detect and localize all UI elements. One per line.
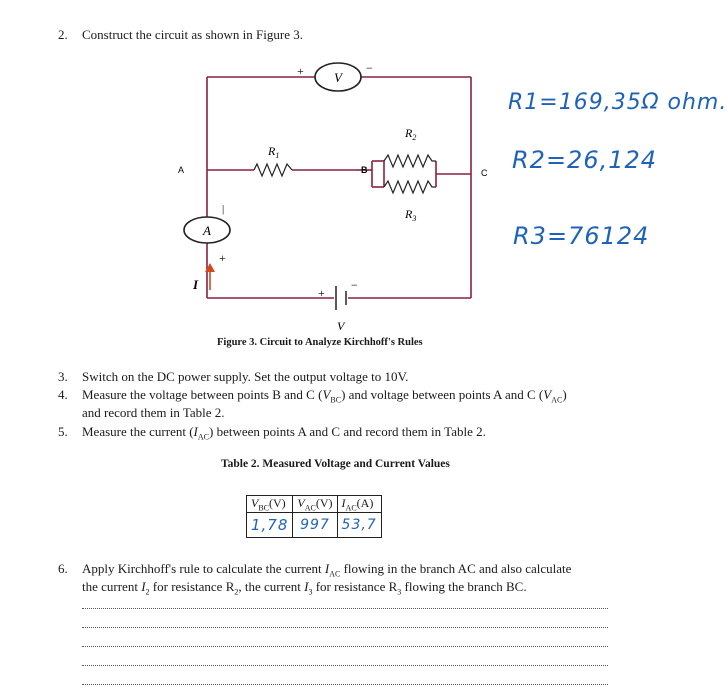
answer-line-1[interactable] xyxy=(82,608,608,609)
resistor-r3 xyxy=(384,181,436,193)
handwritten-r2: R2=26,124 xyxy=(512,146,658,174)
r2-label: $R_2$ xyxy=(405,126,417,142)
node-b-label: B xyxy=(361,165,368,175)
step-number: 6. xyxy=(58,561,68,576)
node-c-label: C xyxy=(481,168,488,178)
resistor-r1 xyxy=(254,164,292,176)
source-label: V xyxy=(337,319,345,333)
resistor-r2 xyxy=(384,155,436,167)
battery-symbol xyxy=(336,286,346,310)
ammeter-label: A xyxy=(203,223,211,238)
step-number: 4. xyxy=(58,387,68,402)
voltmeter-label: V xyxy=(334,70,342,85)
table-value-row xyxy=(247,513,382,538)
step-number: 5. xyxy=(58,424,68,439)
answer-line-3[interactable] xyxy=(82,646,608,647)
step-text: Construct the circuit as shown in Figure 3. xyxy=(82,27,303,42)
value-vac: 997 xyxy=(293,513,337,538)
voltmeter-minus: − xyxy=(366,61,373,75)
battery-minus: − xyxy=(351,278,358,292)
header-iac: $I_{AC}(A)$ xyxy=(337,496,381,513)
step-text-line-2: and record them in Table 2. xyxy=(82,405,225,420)
voltmeter-plus: + xyxy=(297,64,304,78)
step-text-line-1: Apply Kirchhoff's rule to calculate the current $I_{AC}$ flowing in the branch AC and also calculate xyxy=(82,561,572,579)
measurement-table xyxy=(246,495,382,538)
value-vbc: 1,78 xyxy=(247,513,293,538)
circuit-diagram xyxy=(150,55,490,355)
step-2 xyxy=(58,27,458,43)
step-text: Switch on the DC power supply. Set the output voltage to 10V. xyxy=(82,369,409,384)
handwritten-r1: R1=169,35Ω ohm. xyxy=(508,90,727,115)
header-vbc: $V_{BC}(V)$ xyxy=(247,496,293,513)
r1-label: $R_1$ xyxy=(268,144,280,160)
step-number: 3. xyxy=(58,369,68,384)
r3-label: $R_3$ xyxy=(405,207,417,223)
ammeter-minus: | xyxy=(222,203,225,215)
answer-line-4[interactable] xyxy=(82,665,608,666)
step-text-line-2: the current $I_2$ for resistance $R_2$, the current $I_3$ for resistance $R_3$ flowing the branch BC. xyxy=(82,579,527,597)
handwritten-r3: R3=76124 xyxy=(513,222,650,250)
step-number: 2. xyxy=(58,27,68,42)
figure-caption: Figure 3. Circuit to Analyze Kirchhoff's Rules xyxy=(217,337,423,348)
value-iac: 53,7 xyxy=(337,513,381,538)
header-vac: $V_{AC}(V)$ xyxy=(293,496,337,513)
battery-plus: + xyxy=(318,286,325,300)
table-title: Table 2. Measured Voltage and Current Values xyxy=(221,458,450,470)
node-a-label: A xyxy=(178,165,185,175)
table-header-row xyxy=(247,496,382,513)
step-text: Measure the current $(I_{AC})$ between points A and C and record them in Table 2. xyxy=(82,424,486,442)
ammeter-plus: + xyxy=(219,251,226,265)
step-text-line-1: Measure the voltage between points B and C $(V_{BC})$ and voltage between points A and C $(V_{AC})$ xyxy=(82,387,567,405)
answer-line-5[interactable] xyxy=(82,684,608,685)
answer-line-2[interactable] xyxy=(82,627,608,628)
current-label: I xyxy=(193,277,199,292)
